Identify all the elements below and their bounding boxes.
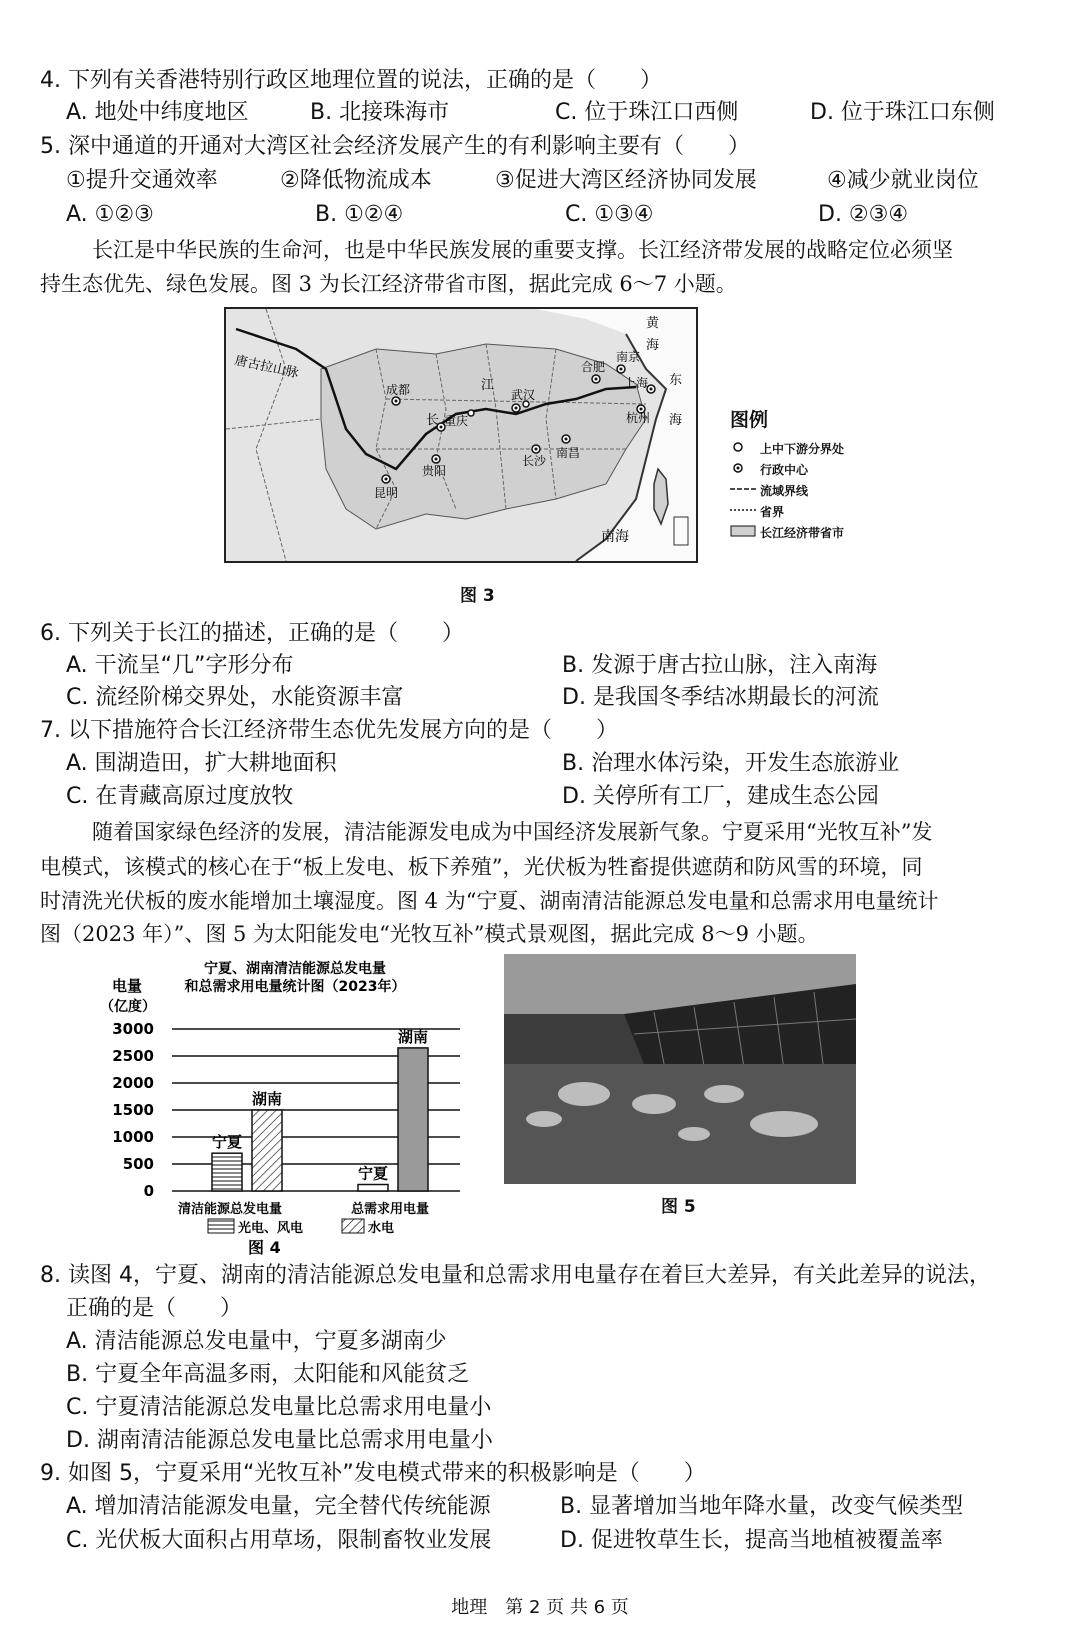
passage2-line4: 图（2023 年）”、图 5 为太阳能发电“光牧互补”模式景观图，据此完成 8～9 小题。 [40,922,819,946]
figure5-caption: 图 5 [661,1197,696,1217]
q5-item-2: ②降低物流成本 [280,168,432,193]
q5-item-3: ③促进大湾区经济协同发展 [495,168,757,193]
q6-stem: 6. 下列关于长江的描述，正确的是（ ） [40,621,464,646]
chart-ytick-label: 1000 [112,1128,154,1146]
chart-bar-2 [252,1110,282,1191]
map-label-south-sea: 南海 [601,529,629,545]
legend-row-division [730,438,844,459]
q5-item-4: ④减少就业岗位 [827,168,979,193]
q9-stem: 9. 如图 5，宁夏采用“光牧互补”发电模式带来的积极影响是（ ） [40,1461,706,1486]
map-label-guiyang: 贵阳 [422,464,447,478]
solar-sheep-photo [504,954,856,1184]
page-footer: 地理 第 2 页 共 6 页 [451,1597,629,1618]
legend-title: 图例 [730,409,769,431]
q7-option-d: D. 关停所有工厂，建成生态公园 [562,784,879,809]
q5-option-a: A. ①②③ [66,202,154,227]
q9-option-c: C. 光伏板大面积占用草场，限制畜牧业发展 [66,1528,492,1553]
map-label-east-sea-2: 海 [669,413,683,428]
legend-label-division: 上中下游分界处 [760,442,845,456]
passage2-line1: 随着国家绿色经济的发展，清洁能源发电成为中国经济发展新气象。宁夏采用“光牧互补”发 [92,820,933,844]
map-label-yellow-sea-2: 海 [646,338,660,353]
chart-legend-label-1: 光电、风电 [238,1221,304,1236]
q6-option-d: D. 是我国冬季结冰期最长的河流 [562,685,879,710]
yangtze-map [224,307,698,563]
chart-title-line2: 和总需求用电量统计图（2023年） [184,979,406,995]
q6-option-a: A. 干流呈“几”字形分布 [66,653,294,678]
q6-option-b: B. 发源于唐古拉山脉，注入南海 [562,653,878,678]
passage2-line3: 时清洗光伏板的废水能增加土壤湿度。图 4 为“宁夏、湖南清洁能源总发电量和总需求用电量统计 [40,889,939,913]
chart-yunit: （亿度） [100,999,156,1015]
q7-option-b: B. 治理水体污染，开发生态旅游业 [562,751,900,776]
map-label-east-sea-1: 东 [669,373,683,388]
energy-chart [100,955,490,1255]
chart-group-label-2: 总需求用电量 [350,1202,430,1217]
q9-option-a: A. 增加清洁能源发电量，完全替代传统能源 [66,1494,491,1519]
chart-bar-4 [398,1048,428,1191]
legend-label-economic-belt: 长江经济带省市 [760,526,845,540]
q4-option-c: C. 位于珠江口西侧 [555,100,739,125]
chart-ytick-label: 0 [143,1182,154,1200]
legend-label-basin: 流域界线 [760,484,809,498]
chart-bar-label-3: 宁夏 [357,1164,389,1183]
chart-ytick-label: 500 [122,1155,154,1173]
q9-option-b: B. 显著增加当地年降水量，改变气候类型 [560,1494,964,1519]
legend-row-province [730,501,844,522]
q5-option-b: B. ①②④ [315,202,404,227]
q8-option-d: D. 湖南清洁能源总发电量比总需求用电量小 [66,1428,493,1453]
passage1-line2: 持生态优先、绿色发展。图 3 为长江经济带省市图，据此完成 6～7 小题。 [40,272,737,296]
map-label-changjiang-2: 江 [481,378,495,393]
photo-illustration [504,954,856,1184]
legend-row-capital [730,459,844,480]
map-label-nanjing: 南京 [616,350,641,364]
q7-option-a: A. 围湖造田，扩大耕地面积 [66,751,337,776]
chart-ytick-label: 2500 [112,1047,154,1065]
q5-option-d: D. ②③④ [818,202,909,227]
q5-option-c: C. ①③④ [565,202,654,227]
map-label-mountain: 唐古拉山脉 [233,353,300,382]
chart-title-line1: 宁夏、湖南清洁能源总发电量 [204,961,386,977]
chart-legend-swatch-1 [208,1219,234,1233]
chart-legend-swatch-2 [342,1219,364,1233]
q4-option-a: A. 地处中纬度地区 [66,100,249,125]
map-label-changjiang-1: 长 [426,413,440,428]
q5-stem: 5. 深中通道的开通对大湾区社会经济发展产生的有利影响主要有（ ） [40,134,750,159]
chart-bar-1 [212,1153,242,1191]
q8-option-a: A. 清洁能源总发电量中，宁夏多湖南少 [66,1329,447,1354]
chart-ytick-label: 3000 [112,1020,154,1038]
passage1-line1: 长江是中华民族的生命河，也是中华民族发展的重要支撑。长江经济带发展的战略定位必须坚 [92,238,953,262]
q7-option-c: C. 在青藏高原过度放牧 [66,784,294,809]
chart-bar-label-2: 湖南 [251,1090,283,1108]
figure4-caption: 图 4 [248,1238,281,1255]
chart-bar-3 [358,1185,388,1191]
map-label-chongqing: 重庆 [444,414,469,428]
q8-stem-line1: 8. 读图 4，宁夏、湖南的清洁能源总发电量和总需求用电量存在着巨大差异，有关此差异的说法， [40,1263,991,1288]
figure3-caption: 图 3 [460,586,495,606]
map-label-hefei: 合肥 [581,360,606,374]
chart-ytick-label: 1500 [112,1101,154,1119]
chart-bar-label-4: 湖南 [397,1027,429,1046]
chart-group-label-1: 清洁能源总发电量 [177,1202,283,1217]
q4-option-b: B. 北接珠海市 [310,100,450,125]
south-sea-inset [674,517,688,545]
legend-label-province: 省界 [760,505,785,519]
q8-option-b: B. 宁夏全年高温多雨，太阳能和风能贫乏 [66,1362,470,1387]
q8-stem-line2: 正确的是（ ） [66,1296,243,1321]
chart-legend-label-2: 水电 [368,1221,395,1236]
map-label-chengdu: 成都 [386,383,411,397]
q9-option-d: D. 促进牧草生长，提高当地植被覆盖率 [560,1528,943,1553]
passage2-line2: 电模式，该模式的核心在于“板上发电、板下养殖”，光伏板为牲畜提供遮荫和防风雪的环境，同 [40,855,923,879]
map-label-nanchang: 南昌 [556,446,581,460]
q4-option-d: D. 位于珠江口东侧 [810,100,995,125]
map-label-wuhan: 武汉 [511,388,536,402]
chart-svg [100,955,490,1255]
q6-option-c: C. 流经阶梯交界处，水能资源丰富 [66,685,404,710]
q8-option-c: C. 宁夏清洁能源总发电量比总需求用电量小 [66,1395,492,1420]
q7-stem: 7. 以下措施符合长江经济带生态优先发展方向的是（ ） [40,718,618,743]
legend-row-economic-belt [730,522,844,543]
q4-stem: 4. 下列有关香港特别行政区地理位置的说法，正确的是（ ） [40,68,662,93]
map-label-kunming: 昆明 [374,486,399,500]
map-svg [226,309,696,561]
map-legend [730,405,844,543]
legend-row-basin [730,480,844,501]
chart-ylabel: 电量 [112,977,143,995]
q5-item-1: ①提升交通效率 [66,168,218,193]
legend-label-capital: 行政中心 [760,463,809,477]
chart-bar-label-1: 宁夏 [211,1133,243,1152]
map-label-hangzhou: 杭州 [626,411,651,425]
map-label-yellow-sea-1: 黄 [646,316,660,331]
map-label-shanghai: 上海 [624,376,649,390]
map-label-changsha: 长沙 [522,454,547,468]
chart-ytick-label: 2000 [112,1074,154,1092]
